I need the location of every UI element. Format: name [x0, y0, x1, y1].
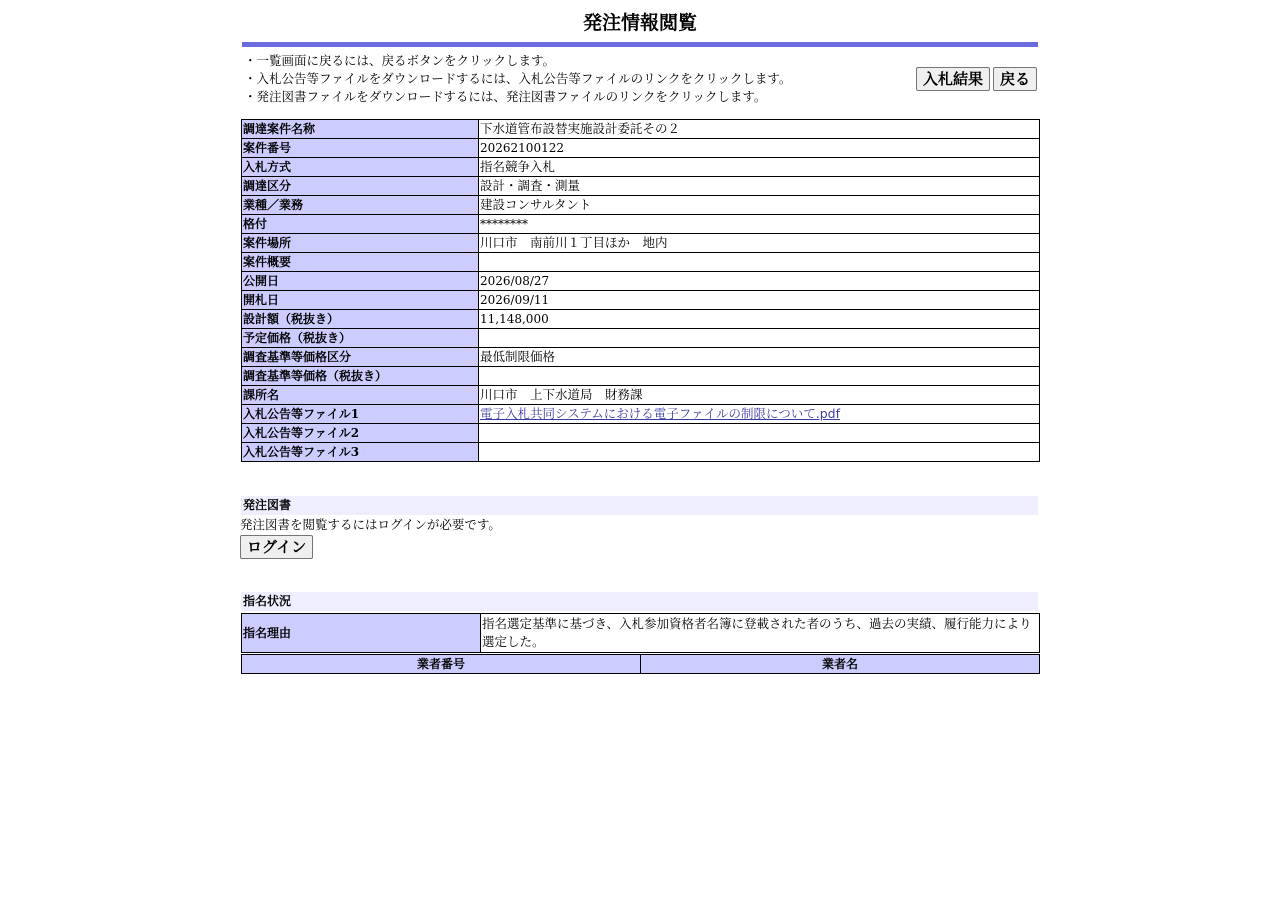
column-header-vendor-name: 業者名	[641, 655, 1040, 674]
table-row	[242, 272, 1040, 291]
row-value: 下水道管布設替実施設計委託その２	[479, 120, 1040, 139]
order-documents-heading: 発注図書	[241, 496, 1038, 515]
table-row	[242, 310, 1040, 329]
column-header-vendor-number: 業者番号	[242, 655, 641, 674]
row-value	[479, 424, 1040, 443]
instructions-area	[241, 47, 1039, 119]
row-value: 建設コンサルタント	[479, 196, 1040, 215]
table-row	[242, 253, 1040, 272]
bid-notice-file-link[interactable]: 電子入札共同システムにおける電子ファイルの制限について.pdf	[480, 406, 840, 421]
row-value	[479, 253, 1040, 272]
nomination-reason-table	[241, 613, 1040, 653]
instruction-item: ・入札公告等ファイルをダウンロードするには、入札公告等ファイルのリンクをクリックします。	[244, 71, 792, 86]
back-button[interactable]: 戻る	[993, 67, 1037, 91]
row-value: 川口市 南前川１丁目ほか 地内	[479, 234, 1040, 253]
row-value: ********	[479, 215, 1040, 234]
row-label: 公開日	[242, 272, 479, 291]
row-value: 川口市 上下水道局 財務課	[479, 386, 1040, 405]
table-row	[242, 386, 1040, 405]
row-value: 指名競争入札	[479, 158, 1040, 177]
row-value: 2026/08/27	[479, 272, 1040, 291]
page-container	[241, 0, 1039, 674]
instruction-item: ・発注図書ファイルをダウンロードするには、発注図書ファイルのリンクをクリックします。	[244, 89, 767, 104]
table-row	[242, 443, 1040, 462]
row-label: 業種／業務	[242, 196, 479, 215]
row-label: 課所名	[242, 386, 479, 405]
row-value: 11,148,000	[479, 310, 1040, 329]
row-value	[479, 329, 1040, 348]
row-label: 調達区分	[242, 177, 479, 196]
table-row	[242, 139, 1040, 158]
page-title: 発注情報閲覧	[582, 12, 697, 34]
row-label: 入札公告等ファイル3	[242, 443, 479, 462]
row-label: 案件場所	[242, 234, 479, 253]
row-label: 開札日	[242, 291, 479, 310]
row-label: 予定価格（税抜き）	[242, 329, 479, 348]
table-row	[242, 367, 1040, 386]
row-label: 入札方式	[242, 158, 479, 177]
table-row	[242, 424, 1040, 443]
row-label: 調査基準等価格区分	[242, 348, 479, 367]
row-label: 案件番号	[242, 139, 479, 158]
bid-result-button[interactable]: 入札結果	[916, 67, 990, 91]
row-value: 20262100122	[479, 139, 1040, 158]
spacer	[241, 462, 1039, 496]
row-value: 2026/09/11	[479, 291, 1040, 310]
spacer	[241, 559, 1039, 592]
login-required-note: 発注図書を閲覧するにはログインが必要です。	[240, 517, 501, 532]
row-value	[479, 405, 1040, 424]
row-label: 案件概要	[242, 253, 479, 272]
row-value: 設計・調査・測量	[479, 177, 1040, 196]
table-row	[242, 234, 1040, 253]
project-details-table	[241, 119, 1040, 462]
table-row	[242, 120, 1040, 139]
row-label: 調査基準等価格（税抜き）	[242, 367, 479, 386]
table-row	[242, 215, 1040, 234]
row-value	[479, 443, 1040, 462]
reason-text: 指名選定基準に基づき、入札参加資格者名簿に登載された者のうち、過去の実績、履行能力により選定した。	[481, 614, 1040, 653]
nomination-heading: 指名状況	[241, 592, 1038, 611]
instruction-item: ・一覧画面に戻るには、戻るボタンをクリックします。	[244, 53, 556, 68]
table-row	[242, 348, 1040, 367]
row-label: 格付	[242, 215, 479, 234]
table-row	[242, 291, 1040, 310]
reason-label: 指名理由	[242, 614, 481, 653]
row-label: 入札公告等ファイル2	[242, 424, 479, 443]
table-row	[242, 614, 1040, 653]
table-row	[242, 405, 1040, 424]
row-label: 調達案件名称	[242, 120, 479, 139]
table-header-row	[242, 655, 1040, 674]
vendor-table	[241, 654, 1040, 674]
table-row	[242, 158, 1040, 177]
table-row	[242, 196, 1040, 215]
row-label: 入札公告等ファイル1	[242, 405, 479, 424]
row-value	[479, 367, 1040, 386]
top-buttons	[916, 67, 1037, 91]
table-row	[242, 177, 1040, 196]
row-label: 設計額（税抜き）	[242, 310, 479, 329]
login-button[interactable]: ログイン	[240, 535, 313, 559]
table-row	[242, 329, 1040, 348]
row-value: 最低制限価格	[479, 348, 1040, 367]
